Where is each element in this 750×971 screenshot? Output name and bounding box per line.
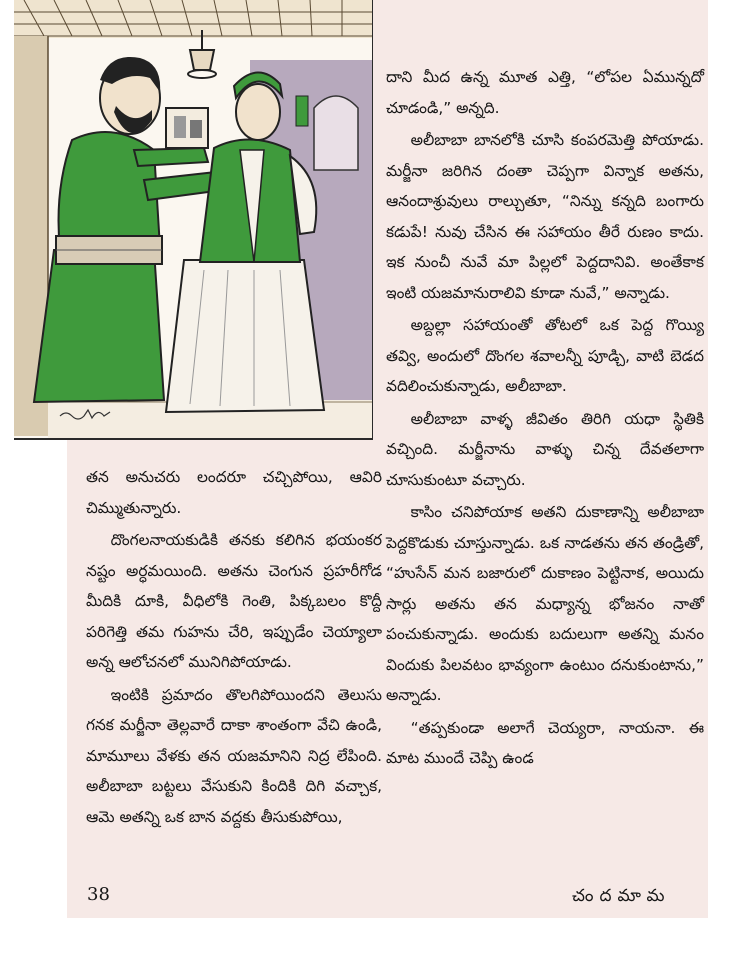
story-illustration <box>14 0 373 440</box>
paragraph: అలీబాబా వాళ్ళ జీవితం తిరిగి యధా స్థితికి వచ్చింది. మర్జీనాను వాళ్ళు చిన్న దేవతలాగా చూసుకుంటూ వచ్చారు. <box>386 409 704 489</box>
paragraph: అలీబాబా బానలోకి చూసి కంపరమెత్తి పోయాడు. మర్జీనా జరిగిన దంతా చెప్పగా విన్నాక అతను, ఆనందాశ్రువులు రాల్చుతూ, “నిన్ను కన్నది బంగారు కడుపే! నువు చేసిన ఈ సహాయం తీరే రుణం కాదు. ఇక నుంచీ నువే మా పిల్లలో పెద్దదానివి. అంతేకాక ఇంటి యజమానురాలివి కూడా నువే,” అన్నాడు. <box>386 131 704 302</box>
page-number: 38 <box>87 884 110 905</box>
right-text-column <box>386 62 704 774</box>
paragraph: కాసిం చనిపోయాక అతని దుకాణాన్ని అలీబాబా పెద్దకొడుకు చూస్తున్నాడు. ఒక నాడతను తన తండ్రితో, “హుసేన్ మన బజారులో దుకాణం పెట్టినాక, అయిదు సార్లు అతను తన మధ్యాన్న భోజనం నాతో పంచుకున్నాడు. అందుకు బదులుగా అతన్ని మనం విందుకు పిలవటం భావ్యంగా ఉంటుం దనుకుంటాను,” అన్నాడు. <box>386 503 704 704</box>
paragraph: “తప్పకుండా అలాగే చెయ్యరా, నాయనా. ఈ మాట ముందే చెప్పి ఉండ <box>386 718 704 767</box>
magazine-name: చందమామ <box>572 886 671 906</box>
paragraph: దాని మీద ఉన్న మూత ఎత్తి, “లోపల ఏమున్నదో చూడండి,” అన్నది. <box>386 68 704 117</box>
paragraph: అబ్దల్లా సహాయంతో తోటలో ఒక పెద్ద గొయ్యి తవ్వి, అందులో దొంగల శవాలన్నీ పూడ్చి, వాటి బెడద వదిలించుకున్నాడు, అలీబాబా. <box>386 316 704 395</box>
paragraph: తన అనుచరు లందరూ చచ్చిపోయి, ఆవిరి చిమ్ముతున్నారు. <box>86 468 382 517</box>
left-text-column <box>86 462 382 832</box>
paragraph: ఇంటికి ప్రమాదం తొలగిపోయిందని తెలుసు గనక మర్జీనా తెల్లవారే దాకా శాంతంగా వేచి ఉండి, మామూలు వేళకు తన యజమానిని నిద్ర లేపింది. అలీబాబా బట్టలు వేసుకుని కిందికి దిగి వచ్చాక, ఆమె అతన్ని ఒక బాన వద్దకు తీసుకుపోయి, <box>86 685 382 826</box>
paragraph: దొంగలనాయకుడికి తనకు కలిగిన భయంకర నష్టం అర్ధమయింది. అతను చెంగున ప్రహరీగోడ మీదికి దూకి, వీధిలోకి గెంతి, పిక్కబలం కొద్దీ పరిగెత్తి తమ గుహను చేరి, ఇప్పుడేం చెయ్యాలా అన్న ఆలోచనలో మునిగిపోయాడు. <box>86 531 382 671</box>
